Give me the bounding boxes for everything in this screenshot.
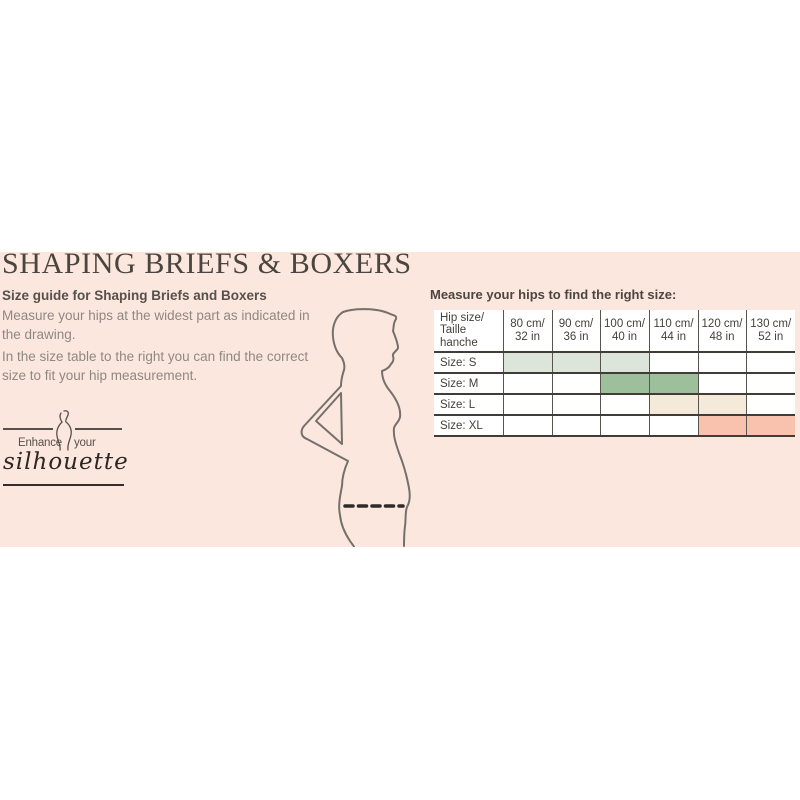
column-header-80cm: 80 cm/ 32 in	[503, 310, 552, 352]
size-range-cell	[600, 394, 649, 415]
woman-profile-drawing	[280, 300, 420, 547]
intro-paragraph-1-line-1: Measure your hips at the widest part as indicated in	[2, 308, 310, 323]
logo-underline	[3, 484, 124, 486]
table-header-row	[434, 310, 795, 352]
size-range-cell-filled	[649, 394, 698, 415]
size-range-cell	[698, 373, 746, 394]
size-range-cell	[503, 394, 552, 415]
table-row	[434, 373, 795, 394]
size-range-cell	[649, 352, 698, 373]
intro-paragraph-2	[2, 347, 308, 385]
row-label-xl: Size: XL	[440, 419, 483, 432]
size-range-cell	[746, 352, 795, 373]
table-row	[434, 415, 795, 436]
brand-logo	[3, 400, 133, 492]
logo-rule-right	[75, 428, 122, 430]
column-header-90cm: 90 cm/ 36 in	[552, 310, 600, 352]
size-range-cell	[552, 415, 600, 436]
size-range-cell	[746, 394, 795, 415]
size-table	[434, 310, 795, 437]
table-caption: Measure your hips to find the right size:	[430, 287, 677, 302]
logo-word-your: your	[74, 437, 96, 449]
intro-paragraph-2-line-1: In the size table to the right you can find the correct	[2, 349, 309, 364]
size-range-cell-filled	[600, 373, 649, 394]
hip-size-header-cell: Hip size/ Taille hanche	[440, 311, 485, 349]
intro-paragraph-1	[2, 306, 310, 344]
logo-word-enhance: Enhance	[18, 437, 62, 449]
size-range-cell	[649, 415, 698, 436]
column-header-110cm: 110 cm/ 44 in	[649, 310, 698, 352]
page-title: SHAPING BRIEFS & BOXERS	[2, 247, 412, 280]
logo-script-silhouette: silhouette	[3, 449, 129, 475]
table-row	[434, 394, 795, 415]
size-range-cell	[746, 373, 795, 394]
size-range-cell-filled	[600, 352, 649, 373]
column-header-120cm: 120 cm/ 48 in	[698, 310, 746, 352]
size-range-cell-filled	[698, 394, 746, 415]
size-guide-subtitle: Size guide for Shaping Briefs and Boxers	[2, 288, 267, 303]
size-range-cell-filled	[503, 352, 552, 373]
size-range-cell	[552, 373, 600, 394]
column-header-130cm: 130 cm/ 52 in	[746, 310, 795, 352]
body-back-outline	[302, 312, 354, 547]
size-range-cell	[600, 415, 649, 436]
row-label-l: Size: L	[440, 398, 476, 411]
row-label-m: Size: M	[440, 377, 479, 390]
table-row	[434, 352, 795, 373]
arm-inner-outline	[316, 393, 342, 444]
row-label-s: Size: S	[440, 356, 477, 369]
logo-rule-left	[3, 428, 53, 430]
column-header-100cm: 100 cm/ 40 in	[600, 310, 649, 352]
size-range-cell-filled	[698, 415, 746, 436]
size-range-cell	[698, 352, 746, 373]
size-range-cell-filled	[746, 415, 795, 436]
size-range-cell	[503, 373, 552, 394]
intro-paragraph-1-line-2: the drawing.	[2, 327, 76, 342]
intro-paragraph-2-line-2: size to fit your hip measurement.	[2, 368, 198, 383]
size-range-cell	[552, 394, 600, 415]
body-front-outline	[343, 309, 410, 546]
size-range-cell-filled	[649, 373, 698, 394]
size-range-cell	[503, 415, 552, 436]
size-range-cell-filled	[552, 352, 600, 373]
